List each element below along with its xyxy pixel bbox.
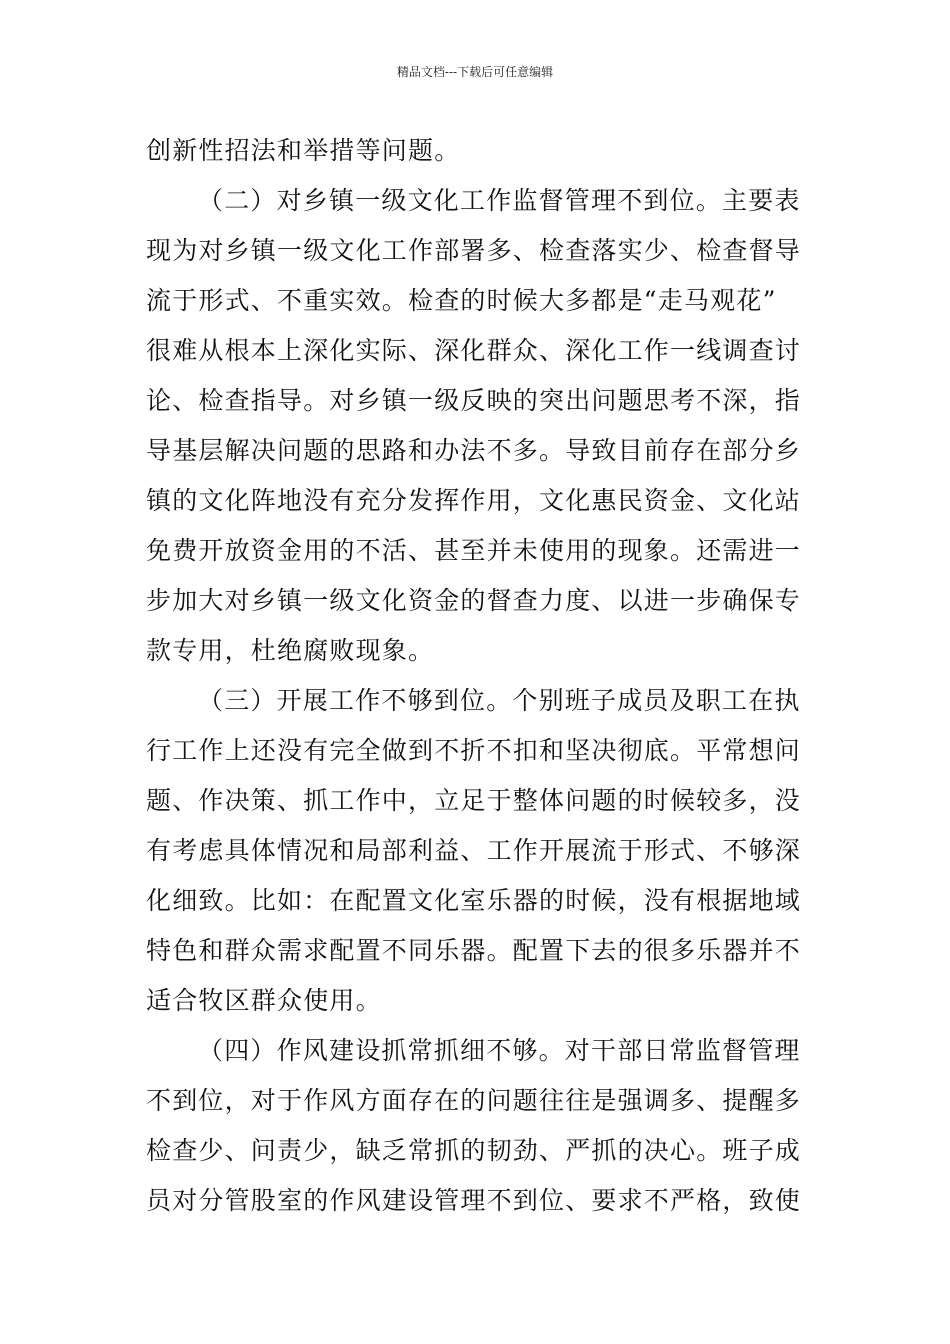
text-line: 现为对乡镇一级文化工作部署多、检查落实少、检查督导 <box>146 236 802 265</box>
text-line: 行工作上还没有完全做到不折不扣和坚决彻底。平常想问 <box>146 736 802 765</box>
paragraph-heading-line: （四）作风建设抓常抓细不够。对干部日常监督管理 <box>198 1036 801 1065</box>
text-line: 有考虑具体情况和局部利益、工作开展流于形式、不够深 <box>146 836 802 865</box>
text-line: 论、检查指导。对乡镇一级反映的突出问题思考不深，指 <box>146 386 802 415</box>
paragraph-heading-line: （二）对乡镇一级文化工作监督管理不到位。主要表 <box>198 186 801 215</box>
text-line: 镇的文化阵地没有充分发挥作用，文化惠民资金、文化站 <box>146 486 802 515</box>
text-line: 导基层解决问题的思路和办法不多。导致目前存在部分乡 <box>146 436 802 465</box>
text-line: 化细致。比如：在配置文化室乐器的时候，没有根据地域 <box>146 886 802 915</box>
text-line: 特色和群众需求配置不同乐器。配置下去的很多乐器并不 <box>146 936 802 965</box>
text-line: 员对分管股室的作风建设管理不到位、要求不严格，致使 <box>146 1186 802 1215</box>
text-line: 步加大对乡镇一级文化资金的督查力度、以进一步确保专 <box>146 586 802 615</box>
paragraph-heading-line: （三）开展工作不够到位。个别班子成员及职工在执 <box>198 686 801 715</box>
page-header: 精品文档---下载后可任意编辑 <box>396 65 554 79</box>
text-line: 款专用，杜绝腐败现象。 <box>146 636 435 665</box>
text-line: 题、作决策、抓工作中，立足于整体问题的时候较多，没 <box>146 786 802 815</box>
text-line: 流于形式、不重实效。检查的时候大多都是“走马观花” <box>146 286 777 315</box>
text-line: 很难从根本上深化实际、深化群众、深化工作一线调查讨 <box>146 336 802 365</box>
text-line: 检查少、问责少，缺乏常抓的韧劲、严抓的决心。班子成 <box>146 1136 802 1165</box>
text-line: 免费开放资金用的不活、甚至并未使用的现象。还需进一 <box>146 536 802 565</box>
text-line: 不到位，对于作风方面存在的问题往往是强调多、提醒多 <box>146 1086 802 1115</box>
text-line: 适合牧区群众使用。 <box>146 986 382 1015</box>
text-line: 创新性招法和举措等问题。 <box>146 136 461 165</box>
document-body <box>146 126 810 1226</box>
